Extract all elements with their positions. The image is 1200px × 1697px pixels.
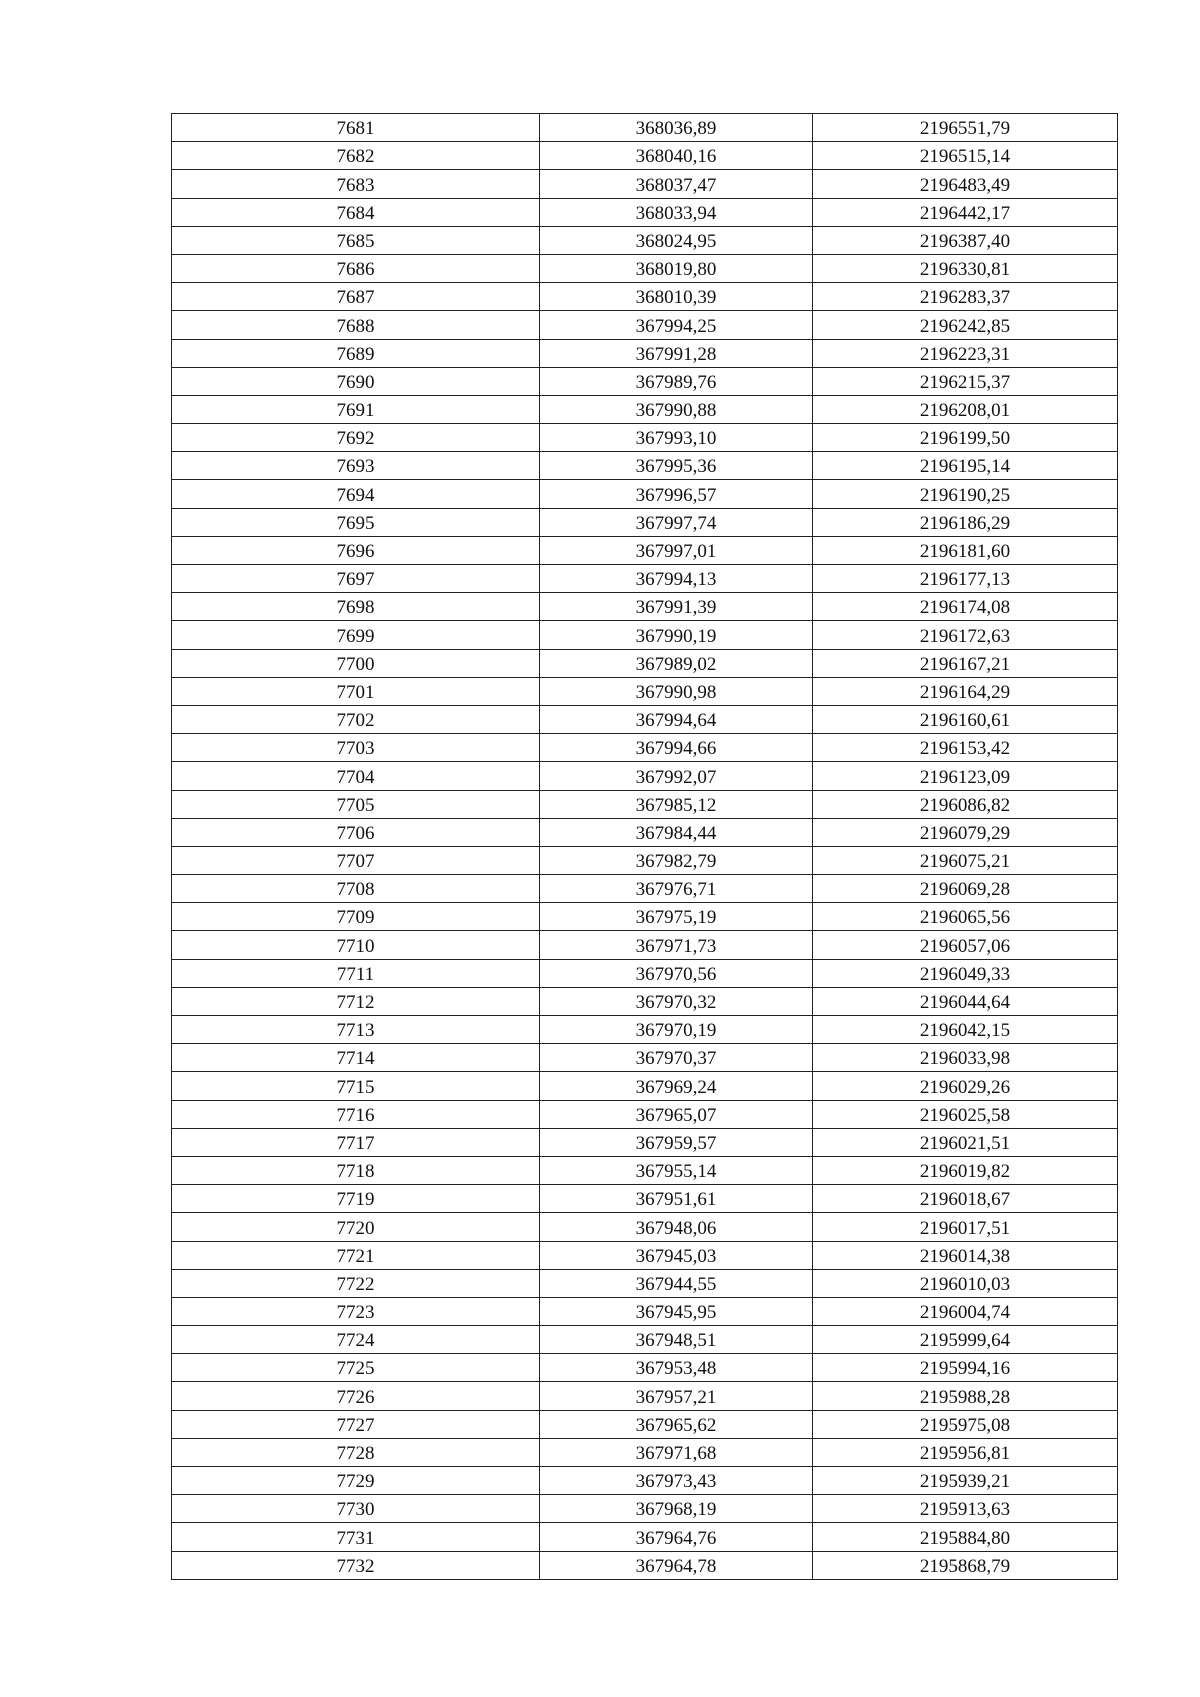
point-number-cell: 7698 [172, 593, 540, 621]
y-coordinate-cell: 2196442,17 [813, 198, 1118, 226]
table-row [172, 593, 1118, 621]
table-row [172, 1072, 1118, 1100]
x-coordinate-cell: 367965,62 [540, 1410, 813, 1438]
y-coordinate-cell: 2196174,08 [813, 593, 1118, 621]
y-coordinate-cell: 2196086,82 [813, 790, 1118, 818]
point-number-cell: 7710 [172, 931, 540, 959]
y-coordinate-cell: 2195868,79 [813, 1551, 1118, 1579]
x-coordinate-cell: 367948,06 [540, 1213, 813, 1241]
x-coordinate-cell: 367969,24 [540, 1072, 813, 1100]
x-coordinate-cell: 367991,28 [540, 339, 813, 367]
x-coordinate-cell: 368033,94 [540, 198, 813, 226]
point-number-cell: 7723 [172, 1297, 540, 1325]
table-row [172, 987, 1118, 1015]
y-coordinate-cell: 2196551,79 [813, 114, 1118, 142]
table-row [172, 367, 1118, 395]
x-coordinate-cell: 367959,57 [540, 1128, 813, 1156]
x-coordinate-cell: 367953,48 [540, 1354, 813, 1382]
y-coordinate-cell: 2196387,40 [813, 226, 1118, 254]
point-number-cell: 7718 [172, 1156, 540, 1184]
y-coordinate-cell: 2196167,21 [813, 649, 1118, 677]
x-coordinate-cell: 367944,55 [540, 1269, 813, 1297]
table-row [172, 1495, 1118, 1523]
y-coordinate-cell: 2196014,38 [813, 1241, 1118, 1269]
y-coordinate-cell: 2196181,60 [813, 536, 1118, 564]
point-number-cell: 7692 [172, 424, 540, 452]
table-row [172, 705, 1118, 733]
x-coordinate-cell: 367971,73 [540, 931, 813, 959]
table-row [172, 1016, 1118, 1044]
y-coordinate-cell: 2196004,74 [813, 1297, 1118, 1325]
x-coordinate-cell: 367955,14 [540, 1156, 813, 1184]
table-row [172, 452, 1118, 480]
y-coordinate-cell: 2196515,14 [813, 142, 1118, 170]
coordinates-table-body [172, 114, 1118, 1580]
y-coordinate-cell: 2196025,58 [813, 1100, 1118, 1128]
table-row [172, 114, 1118, 142]
y-coordinate-cell: 2196160,61 [813, 705, 1118, 733]
y-coordinate-cell: 2196057,06 [813, 931, 1118, 959]
table-row [172, 1410, 1118, 1438]
y-coordinate-cell: 2196044,64 [813, 987, 1118, 1015]
x-coordinate-cell: 367992,07 [540, 762, 813, 790]
x-coordinate-cell: 367964,76 [540, 1523, 813, 1551]
x-coordinate-cell: 368040,16 [540, 142, 813, 170]
point-number-cell: 7727 [172, 1410, 540, 1438]
point-number-cell: 7726 [172, 1382, 540, 1410]
x-coordinate-cell: 368024,95 [540, 226, 813, 254]
y-coordinate-cell: 2196065,56 [813, 903, 1118, 931]
table-row [172, 1269, 1118, 1297]
x-coordinate-cell: 367973,43 [540, 1467, 813, 1495]
point-number-cell: 7728 [172, 1438, 540, 1466]
point-number-cell: 7694 [172, 480, 540, 508]
y-coordinate-cell: 2196033,98 [813, 1044, 1118, 1072]
table-row [172, 1156, 1118, 1184]
table-row [172, 1044, 1118, 1072]
x-coordinate-cell: 367945,03 [540, 1241, 813, 1269]
table-row [172, 283, 1118, 311]
point-number-cell: 7731 [172, 1523, 540, 1551]
x-coordinate-cell: 367968,19 [540, 1495, 813, 1523]
y-coordinate-cell: 2196069,28 [813, 875, 1118, 903]
y-coordinate-cell: 2196186,29 [813, 508, 1118, 536]
point-number-cell: 7732 [172, 1551, 540, 1579]
y-coordinate-cell: 2196153,42 [813, 734, 1118, 762]
point-number-cell: 7730 [172, 1495, 540, 1523]
y-coordinate-cell: 2196079,29 [813, 818, 1118, 846]
x-coordinate-cell: 367991,39 [540, 593, 813, 621]
table-row [172, 424, 1118, 452]
table-row [172, 1523, 1118, 1551]
x-coordinate-cell: 367996,57 [540, 480, 813, 508]
table-row [172, 649, 1118, 677]
x-coordinate-cell: 367984,44 [540, 818, 813, 846]
x-coordinate-cell: 367948,51 [540, 1326, 813, 1354]
point-number-cell: 7708 [172, 875, 540, 903]
table-row [172, 1551, 1118, 1579]
y-coordinate-cell: 2196199,50 [813, 424, 1118, 452]
point-number-cell: 7729 [172, 1467, 540, 1495]
table-row [172, 1354, 1118, 1382]
table-row [172, 677, 1118, 705]
y-coordinate-cell: 2196075,21 [813, 846, 1118, 874]
table-row [172, 818, 1118, 846]
x-coordinate-cell: 367990,88 [540, 395, 813, 423]
x-coordinate-cell: 367957,21 [540, 1382, 813, 1410]
point-number-cell: 7720 [172, 1213, 540, 1241]
point-number-cell: 7712 [172, 987, 540, 1015]
table-row [172, 339, 1118, 367]
x-coordinate-cell: 367994,25 [540, 311, 813, 339]
table-row [172, 1213, 1118, 1241]
point-number-cell: 7709 [172, 903, 540, 931]
x-coordinate-cell: 367965,07 [540, 1100, 813, 1128]
table-row [172, 875, 1118, 903]
table-row [172, 170, 1118, 198]
table-row [172, 1467, 1118, 1495]
point-number-cell: 7724 [172, 1326, 540, 1354]
table-row [172, 1100, 1118, 1128]
x-coordinate-cell: 367989,02 [540, 649, 813, 677]
x-coordinate-cell: 367995,36 [540, 452, 813, 480]
x-coordinate-cell: 367985,12 [540, 790, 813, 818]
table-row [172, 734, 1118, 762]
point-number-cell: 7715 [172, 1072, 540, 1100]
y-coordinate-cell: 2195994,16 [813, 1354, 1118, 1382]
x-coordinate-cell: 367976,71 [540, 875, 813, 903]
x-coordinate-cell: 367997,01 [540, 536, 813, 564]
y-coordinate-cell: 2196172,63 [813, 621, 1118, 649]
x-coordinate-cell: 367982,79 [540, 846, 813, 874]
table-row [172, 226, 1118, 254]
point-number-cell: 7687 [172, 283, 540, 311]
point-number-cell: 7681 [172, 114, 540, 142]
point-number-cell: 7722 [172, 1269, 540, 1297]
point-number-cell: 7685 [172, 226, 540, 254]
coordinates-table [171, 113, 1118, 1580]
point-number-cell: 7682 [172, 142, 540, 170]
table-row [172, 142, 1118, 170]
x-coordinate-cell: 367989,76 [540, 367, 813, 395]
point-number-cell: 7725 [172, 1354, 540, 1382]
y-coordinate-cell: 2196021,51 [813, 1128, 1118, 1156]
x-coordinate-cell: 367990,19 [540, 621, 813, 649]
point-number-cell: 7693 [172, 452, 540, 480]
y-coordinate-cell: 2195999,64 [813, 1326, 1118, 1354]
y-coordinate-cell: 2196042,15 [813, 1016, 1118, 1044]
y-coordinate-cell: 2196215,37 [813, 367, 1118, 395]
point-number-cell: 7688 [172, 311, 540, 339]
table-row [172, 536, 1118, 564]
point-number-cell: 7697 [172, 565, 540, 593]
point-number-cell: 7721 [172, 1241, 540, 1269]
x-coordinate-cell: 367970,37 [540, 1044, 813, 1072]
x-coordinate-cell: 368010,39 [540, 283, 813, 311]
y-coordinate-cell: 2195939,21 [813, 1467, 1118, 1495]
y-coordinate-cell: 2196029,26 [813, 1072, 1118, 1100]
x-coordinate-cell: 367971,68 [540, 1438, 813, 1466]
y-coordinate-cell: 2195884,80 [813, 1523, 1118, 1551]
table-row [172, 565, 1118, 593]
table-row [172, 198, 1118, 226]
point-number-cell: 7699 [172, 621, 540, 649]
table-row [172, 1326, 1118, 1354]
table-row [172, 1382, 1118, 1410]
y-coordinate-cell: 2196330,81 [813, 254, 1118, 282]
x-coordinate-cell: 367951,61 [540, 1185, 813, 1213]
table-row [172, 311, 1118, 339]
table-row [172, 790, 1118, 818]
y-coordinate-cell: 2196223,31 [813, 339, 1118, 367]
y-coordinate-cell: 2196177,13 [813, 565, 1118, 593]
x-coordinate-cell: 367990,98 [540, 677, 813, 705]
y-coordinate-cell: 2196483,49 [813, 170, 1118, 198]
y-coordinate-cell: 2196123,09 [813, 762, 1118, 790]
table-row [172, 1128, 1118, 1156]
y-coordinate-cell: 2196019,82 [813, 1156, 1118, 1184]
y-coordinate-cell: 2196017,51 [813, 1213, 1118, 1241]
x-coordinate-cell: 367970,19 [540, 1016, 813, 1044]
x-coordinate-cell: 367993,10 [540, 424, 813, 452]
x-coordinate-cell: 367994,13 [540, 565, 813, 593]
table-row [172, 508, 1118, 536]
point-number-cell: 7707 [172, 846, 540, 874]
y-coordinate-cell: 2195956,81 [813, 1438, 1118, 1466]
point-number-cell: 7684 [172, 198, 540, 226]
point-number-cell: 7701 [172, 677, 540, 705]
point-number-cell: 7696 [172, 536, 540, 564]
table-row [172, 1297, 1118, 1325]
x-coordinate-cell: 367964,78 [540, 1551, 813, 1579]
point-number-cell: 7704 [172, 762, 540, 790]
point-number-cell: 7691 [172, 395, 540, 423]
point-number-cell: 7690 [172, 367, 540, 395]
point-number-cell: 7713 [172, 1016, 540, 1044]
point-number-cell: 7689 [172, 339, 540, 367]
table-row [172, 959, 1118, 987]
y-coordinate-cell: 2196283,37 [813, 283, 1118, 311]
y-coordinate-cell: 2196208,01 [813, 395, 1118, 423]
x-coordinate-cell: 367997,74 [540, 508, 813, 536]
point-number-cell: 7714 [172, 1044, 540, 1072]
table-row [172, 1241, 1118, 1269]
y-coordinate-cell: 2196242,85 [813, 311, 1118, 339]
point-number-cell: 7705 [172, 790, 540, 818]
table-row [172, 1185, 1118, 1213]
y-coordinate-cell: 2195913,63 [813, 1495, 1118, 1523]
point-number-cell: 7695 [172, 508, 540, 536]
point-number-cell: 7719 [172, 1185, 540, 1213]
table-row [172, 1438, 1118, 1466]
y-coordinate-cell: 2196018,67 [813, 1185, 1118, 1213]
table-row [172, 480, 1118, 508]
point-number-cell: 7716 [172, 1100, 540, 1128]
point-number-cell: 7686 [172, 254, 540, 282]
point-number-cell: 7717 [172, 1128, 540, 1156]
point-number-cell: 7711 [172, 959, 540, 987]
x-coordinate-cell: 368036,89 [540, 114, 813, 142]
point-number-cell: 7703 [172, 734, 540, 762]
y-coordinate-cell: 2196190,25 [813, 480, 1118, 508]
y-coordinate-cell: 2195975,08 [813, 1410, 1118, 1438]
y-coordinate-cell: 2196195,14 [813, 452, 1118, 480]
table-row [172, 621, 1118, 649]
x-coordinate-cell: 368019,80 [540, 254, 813, 282]
x-coordinate-cell: 368037,47 [540, 170, 813, 198]
x-coordinate-cell: 367970,56 [540, 959, 813, 987]
table-row [172, 931, 1118, 959]
y-coordinate-cell: 2196010,03 [813, 1269, 1118, 1297]
x-coordinate-cell: 367994,66 [540, 734, 813, 762]
x-coordinate-cell: 367975,19 [540, 903, 813, 931]
x-coordinate-cell: 367970,32 [540, 987, 813, 1015]
table-row [172, 903, 1118, 931]
point-number-cell: 7700 [172, 649, 540, 677]
table-row [172, 762, 1118, 790]
x-coordinate-cell: 367994,64 [540, 705, 813, 733]
point-number-cell: 7683 [172, 170, 540, 198]
point-number-cell: 7706 [172, 818, 540, 846]
y-coordinate-cell: 2196049,33 [813, 959, 1118, 987]
x-coordinate-cell: 367945,95 [540, 1297, 813, 1325]
table-row [172, 395, 1118, 423]
table-row [172, 254, 1118, 282]
point-number-cell: 7702 [172, 705, 540, 733]
y-coordinate-cell: 2196164,29 [813, 677, 1118, 705]
table-row [172, 846, 1118, 874]
y-coordinate-cell: 2195988,28 [813, 1382, 1118, 1410]
